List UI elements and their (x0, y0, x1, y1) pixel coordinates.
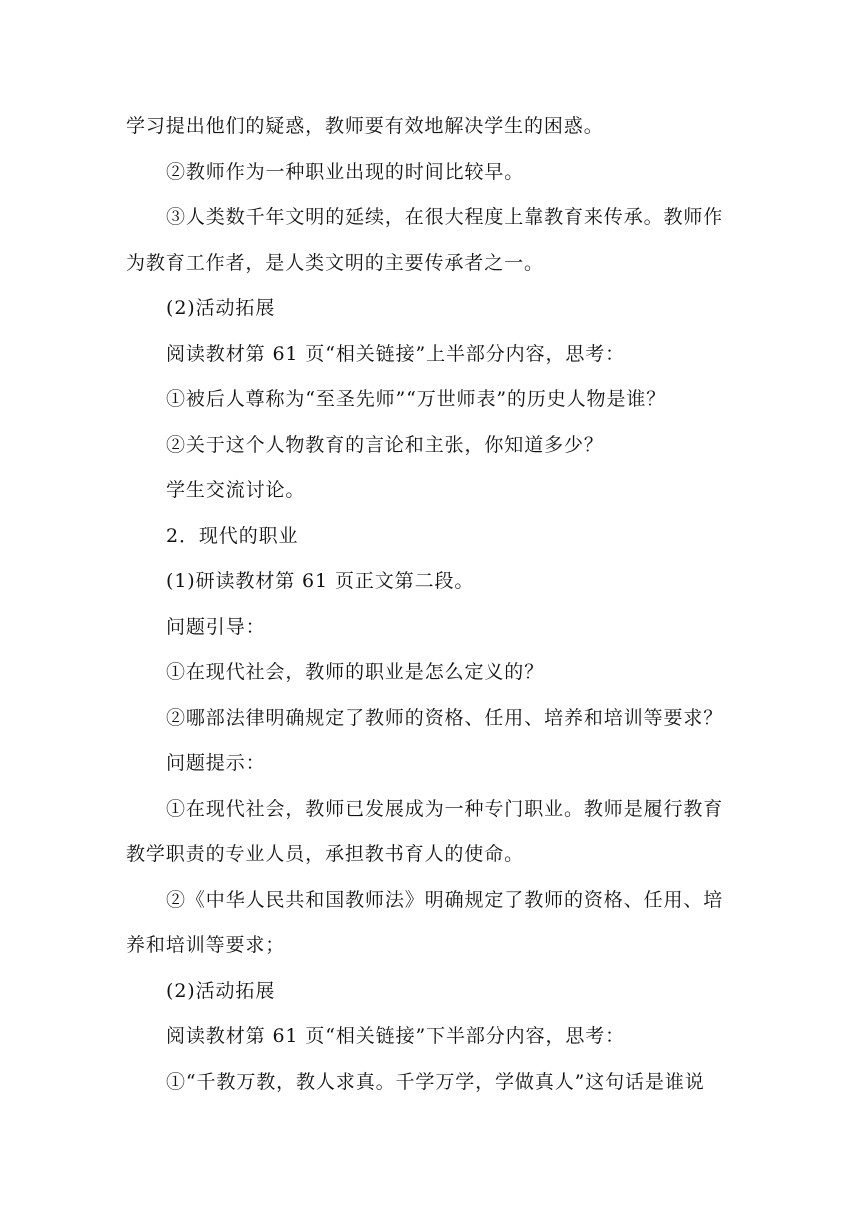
question-item: ②关于这个人物教育的言论和主张，你知道多少？ (166, 433, 604, 456)
answer-item: ①在现代社会，教师已发展成为一种专门职业。教师是履行教育 (166, 797, 724, 820)
paragraph-line: 养和培训等要求； (126, 934, 286, 956)
paragraph-line: 教学职责的专业人员，承担教书育人的使命。 (126, 843, 525, 865)
paragraph-line: 为教育工作者，是人类文明的主要传承者之一。 (126, 251, 544, 274)
section-heading: (1)研读教材第 61 页正文第二段。 (166, 570, 475, 592)
paragraph-line: 阅读教材第 61 页“相关链接”上半部分内容，思考： (166, 342, 626, 365)
paragraph-line: 学生交流讨论。 (166, 479, 306, 501)
paragraph-line: 问题提示： (166, 752, 266, 774)
question-item: ①被后人尊称为“至圣先师”“万世师表”的历史人物是谁？ (166, 388, 667, 410)
paragraph-line: 学习提出他们的疑惑，教师要有效地解决学生的困惑。 (126, 115, 604, 137)
section-heading: 2．现代的职业 (166, 524, 299, 547)
section-heading: (2)活动拓展 (166, 297, 276, 319)
paragraph-line: 问题引导： (166, 615, 266, 638)
question-item: ①“千教万教，教人求真。千学万学，学做真人”这句话是谁说 (166, 1070, 705, 1093)
paragraph-line: ③人类数千年文明的延续，在很大程度上靠教育来传承。教师作 (166, 206, 724, 228)
paragraph-line: 阅读教材第 61 页“相关链接”下半部分内容，思考： (166, 1025, 626, 1047)
paragraph-line: ②教师作为一种职业出现的时间比较早。 (166, 160, 525, 183)
section-heading: (2)活动拓展 (166, 979, 276, 1002)
answer-item: ②《中华人民共和国教师法》明确规定了教师的资格、任用、培 (166, 888, 724, 911)
question-item: ②哪部法律明确规定了教师的资格、任用、培养和培训等要求？ (166, 706, 724, 729)
question-item: ①在现代社会，教师的职业是怎么定义的？ (166, 661, 545, 683)
document-body (126, 104, 736, 1105)
